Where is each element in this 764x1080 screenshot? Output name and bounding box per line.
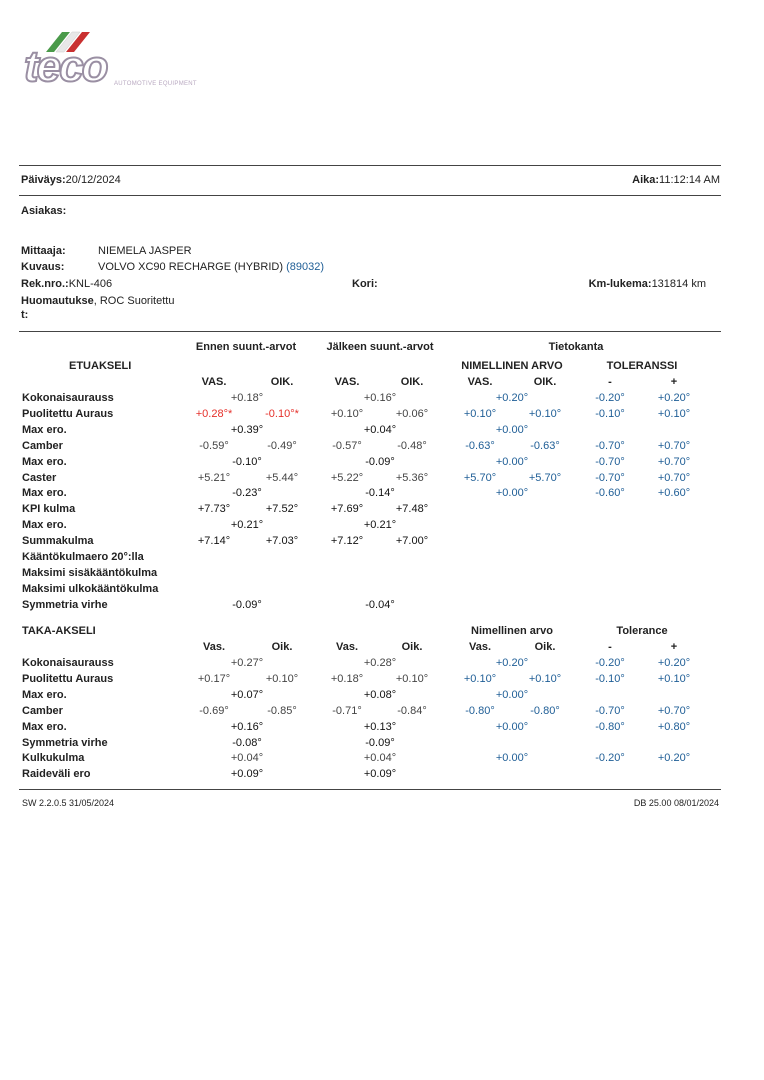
tolerance-header: TOLERANSSI — [606, 360, 678, 372]
value-cell: +0.10° — [330, 407, 364, 420]
value-cell: +0.00° — [495, 455, 529, 468]
row-label: Camber — [22, 704, 63, 717]
value-cell: -0.14° — [365, 487, 395, 500]
nominal-header: Nimellinen arvo — [471, 625, 553, 637]
row-label: Max ero. — [22, 487, 67, 500]
column-header: Oik. — [534, 641, 556, 653]
column-header: Oik. — [401, 641, 423, 653]
value-cell: -0.70° — [595, 704, 625, 717]
row-label: Max ero. — [22, 720, 67, 733]
value-cell: -0.04° — [365, 598, 395, 611]
tolerance-plus-header: + — [670, 641, 678, 653]
value-cell: -0.20° — [595, 392, 625, 404]
value-cell: +0.08° — [363, 688, 397, 701]
row-label: Puolitettu Auraus — [22, 672, 114, 685]
value-cell: +7.14° — [197, 535, 231, 548]
logo-wordmark: teco — [24, 42, 107, 91]
value-cell: +7.73° — [197, 503, 231, 516]
value-cell: +0.28° — [363, 657, 397, 669]
value-cell: +5.44° — [265, 471, 299, 484]
logo-tagline: AUTOMOTIVE EQUIPMENT — [114, 81, 197, 87]
value-cell: -0.10°* — [265, 407, 299, 420]
section-title: ETUAKSELI — [69, 360, 132, 372]
value-cell: +0.21° — [363, 519, 397, 532]
row-label: Summakulma — [22, 535, 94, 548]
value-cell: +0.10° — [657, 672, 691, 685]
row-label: Symmetria virhe — [22, 598, 108, 611]
column-header: VAS. — [201, 376, 227, 388]
value-cell: +0.70° — [657, 439, 691, 452]
value-cell: +0.16° — [363, 392, 397, 404]
value-cell: +0.20° — [657, 657, 691, 669]
description-label: Kuvaus: — [21, 261, 65, 273]
value-cell: -0.10° — [595, 407, 625, 420]
value-cell: -0.09° — [232, 598, 262, 611]
value-cell: +0.10° — [528, 407, 562, 420]
description-value: VOLVO XC90 RECHARGE (HYBRID) (89032) — [98, 261, 324, 273]
value-cell: +0.70° — [657, 455, 691, 468]
value-cell: -0.09° — [365, 736, 395, 749]
teco-logo — [22, 28, 212, 94]
value-cell: +0.04° — [363, 423, 397, 436]
value-cell: -0.60° — [595, 487, 625, 500]
value-cell: +0.70° — [657, 471, 691, 484]
value-cell: +0.00° — [495, 423, 529, 436]
value-cell: +0.00° — [495, 688, 529, 701]
value-cell: +7.03° — [265, 535, 299, 548]
value-cell: +7.69° — [330, 503, 364, 516]
value-cell: -0.59° — [199, 439, 229, 452]
value-cell: -0.80° — [465, 704, 495, 717]
value-cell: -0.08° — [232, 736, 262, 749]
notes-label-wrap: t: — [21, 309, 29, 321]
tolerance-minus-header: - — [608, 376, 612, 388]
value-cell: -0.80° — [530, 704, 560, 717]
value-cell: +0.00° — [495, 752, 529, 765]
value-cell: -0.57° — [332, 439, 362, 452]
row-label: Puolitettu Auraus — [22, 407, 114, 420]
value-cell: +7.52° — [265, 503, 299, 516]
value-cell: +0.17° — [197, 672, 231, 685]
column-header: VAS. — [334, 376, 360, 388]
value-cell: +7.12° — [330, 535, 364, 548]
value-cell: +0.04° — [363, 752, 397, 765]
row-label: Camber — [22, 439, 63, 452]
value-cell: -0.23° — [232, 487, 262, 500]
value-cell: -0.10° — [595, 672, 625, 685]
value-cell: -0.80° — [595, 720, 625, 733]
row-label: Max ero. — [22, 423, 67, 436]
column-header: Vas. — [202, 641, 226, 653]
time-field: Aika:11:12:14 AM — [632, 174, 720, 186]
value-cell: -0.48° — [397, 439, 427, 452]
value-cell: -0.84° — [397, 704, 427, 717]
column-header: OIK. — [270, 376, 294, 388]
row-label: Max ero. — [22, 519, 67, 532]
value-cell: -0.20° — [595, 752, 625, 765]
row-label: KPI kulma — [22, 503, 76, 516]
value-cell: +0.00° — [495, 487, 529, 500]
value-cell: +0.18° — [330, 672, 364, 685]
value-cell: +5.36° — [395, 471, 429, 484]
mileage-field: Km-lukema:131814 km — [588, 278, 706, 290]
column-header: OIK. — [533, 376, 557, 388]
column-header: Vas. — [335, 641, 359, 653]
database-header: Tietokanta — [548, 341, 604, 353]
database-version: DB 25.00 08/01/2024 — [633, 798, 719, 808]
value-cell: +0.13° — [363, 720, 397, 733]
value-cell: -0.63° — [530, 439, 560, 452]
nominal-header: NIMELLINEN ARVO — [461, 360, 563, 372]
body-label: Kori: — [352, 278, 378, 290]
value-cell: +0.20° — [657, 392, 691, 404]
row-label: Symmetria virhe — [22, 736, 108, 749]
date-field: Päiväys:20/12/2024 — [21, 174, 121, 186]
value-cell: +0.10° — [657, 407, 691, 420]
value-cell: -0.85° — [267, 704, 297, 717]
value-cell: +5.22° — [330, 471, 364, 484]
value-cell: +5.21° — [197, 471, 231, 484]
tolerance-plus-header: + — [670, 376, 678, 388]
after-header: Jälkeen suunt.-arvot — [326, 341, 434, 353]
value-cell: -0.09° — [365, 455, 395, 468]
value-cell: +0.39° — [230, 423, 264, 436]
measurer-label: Mittaaja: — [21, 245, 66, 257]
value-cell: -0.70° — [595, 471, 625, 484]
value-cell: +0.06° — [395, 407, 429, 420]
column-header: OIK. — [400, 376, 424, 388]
value-cell: +0.10° — [395, 672, 429, 685]
measurer-value: NIEMELA JASPER — [98, 245, 192, 257]
value-cell: +0.00° — [495, 720, 529, 733]
row-label: Kokonaisaurauss — [22, 657, 114, 669]
column-header: VAS. — [467, 376, 493, 388]
value-cell: +0.20° — [495, 657, 529, 669]
value-cell: +0.27° — [230, 657, 264, 669]
registration-field: Rek.nro.:KNL-406 — [21, 278, 113, 290]
value-cell: +0.20° — [657, 752, 691, 765]
value-cell: +0.09° — [230, 768, 264, 781]
value-cell: +0.07° — [230, 688, 264, 701]
row-label: Kokonaisaurauss — [22, 392, 114, 404]
value-cell: +7.00° — [395, 535, 429, 548]
value-cell: +0.80° — [657, 720, 691, 733]
value-cell: +5.70° — [528, 471, 562, 484]
section-title: TAKA-AKSELI — [22, 625, 96, 637]
value-cell: -0.49° — [267, 439, 297, 452]
value-cell: +0.18° — [230, 392, 264, 404]
column-header: Oik. — [271, 641, 293, 653]
value-cell: +0.04° — [230, 752, 264, 765]
row-label: Max ero. — [22, 455, 67, 468]
value-cell: +5.70° — [463, 471, 497, 484]
value-cell: +0.20° — [495, 392, 529, 404]
column-header: Vas. — [468, 641, 492, 653]
before-header: Ennen suunt.-arvot — [195, 341, 297, 353]
value-cell: +0.10° — [463, 672, 497, 685]
value-cell: +0.16° — [230, 720, 264, 733]
value-cell: +0.10° — [463, 407, 497, 420]
customer-label: Asiakas: — [21, 205, 67, 217]
row-label: Kulkukulma — [22, 752, 85, 765]
row-label: Kääntökulmaero 20°:lla — [22, 551, 144, 563]
value-cell: +0.21° — [230, 519, 264, 532]
value-cell: +0.10° — [528, 672, 562, 685]
value-cell: +0.09° — [363, 768, 397, 781]
notes-field: Huomautukse, ROC Suoritettu — [21, 295, 175, 307]
row-label: Raideväli ero — [22, 768, 91, 781]
value-cell: +0.70° — [657, 704, 691, 717]
value-cell: -0.71° — [332, 704, 362, 717]
row-label: Caster — [22, 471, 57, 484]
value-cell: +0.10° — [265, 672, 299, 685]
tolerance-minus-header: - — [608, 641, 612, 653]
value-cell: +7.48° — [395, 503, 429, 516]
value-cell: -0.70° — [595, 439, 625, 452]
value-cell: +0.60° — [657, 487, 691, 500]
value-cell: -0.69° — [199, 704, 229, 717]
row-label: Maksimi ulkokääntökulma — [22, 582, 159, 595]
value-cell: -0.70° — [595, 455, 625, 468]
row-label: Maksimi sisäkääntökulma — [22, 566, 158, 579]
value-cell: +0.28°* — [195, 407, 233, 420]
value-cell: -0.10° — [232, 455, 262, 468]
value-cell: -0.20° — [595, 657, 625, 669]
value-cell: -0.63° — [465, 439, 495, 452]
software-version: SW 2.2.0.5 31/05/2024 — [22, 798, 115, 808]
tolerance-header: Tolerance — [616, 625, 668, 637]
row-label: Max ero. — [22, 688, 67, 701]
